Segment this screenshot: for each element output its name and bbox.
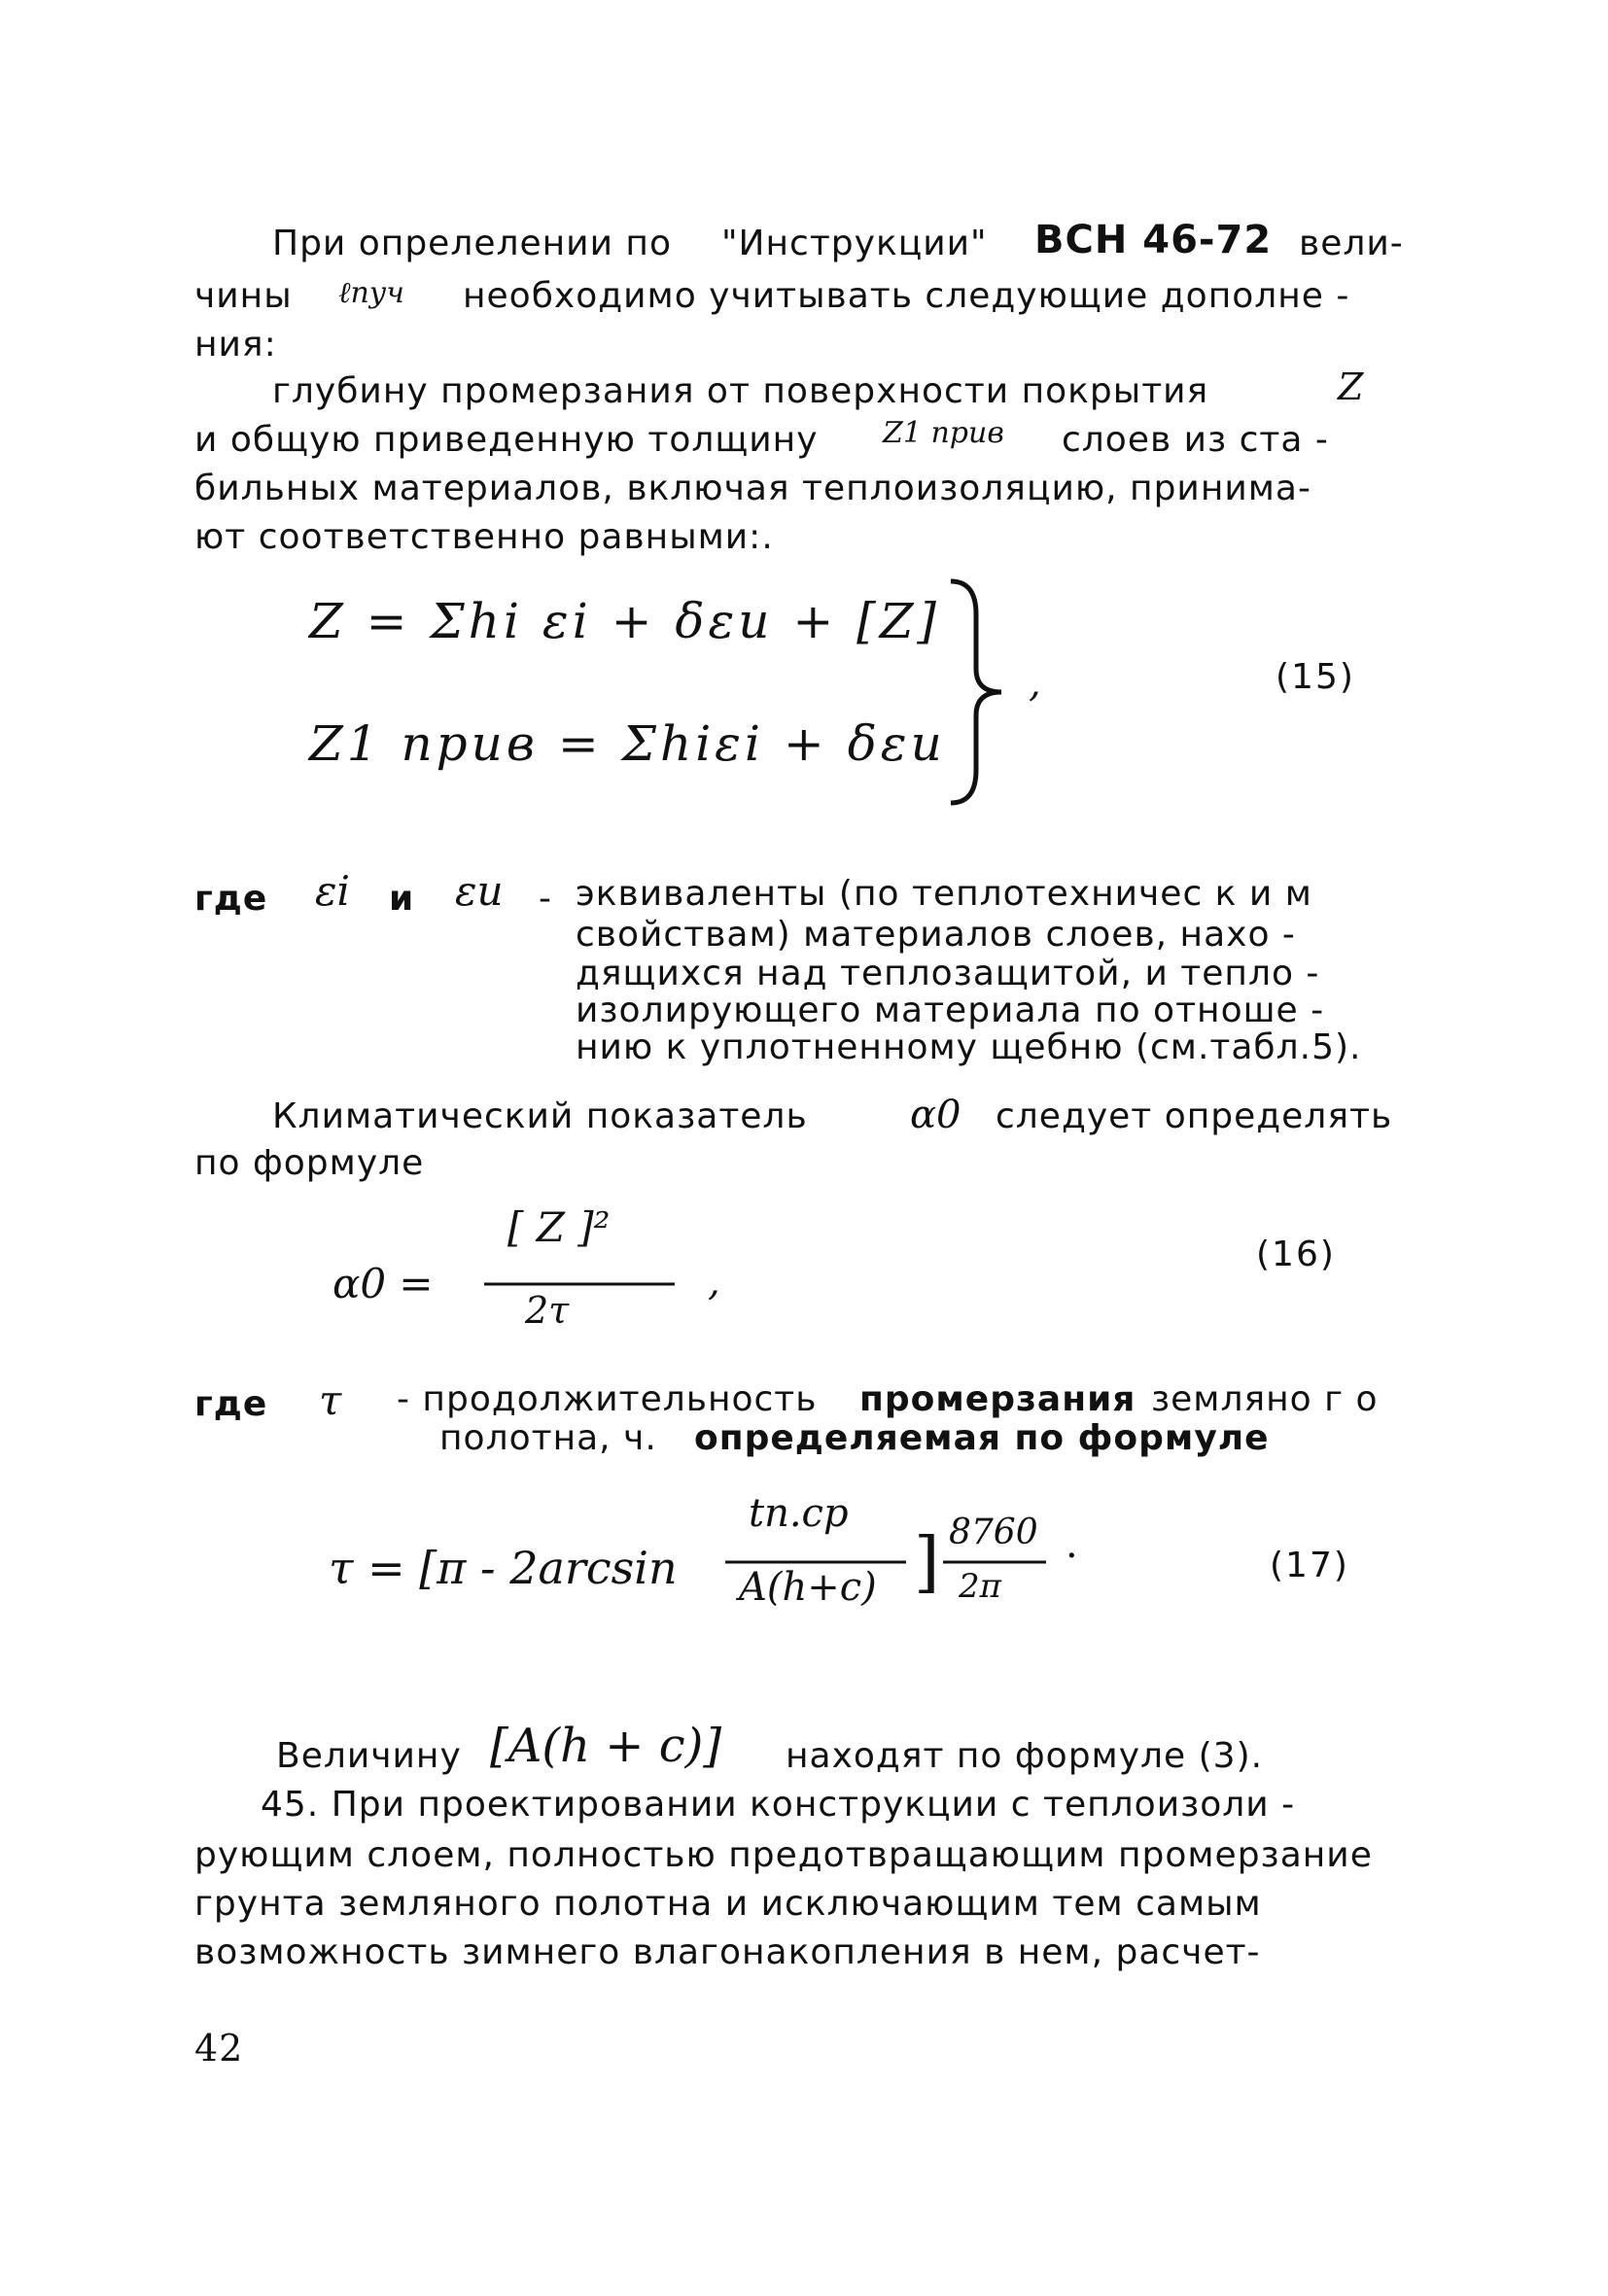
para3-line2: по формуле — [194, 1143, 425, 1183]
where1-line: нию к уплотненному щебню (см.табл.5). — [576, 1027, 1362, 1067]
formula17-fraction2-denominator: 2π — [959, 1567, 1001, 1606]
formula17-fraction1-denominator: A(h+c) — [739, 1565, 877, 1610]
para2-line2-symbol: Z1 прив — [883, 416, 1004, 450]
where1-symbol1: εi — [315, 867, 350, 915]
formula15-comma: , — [1029, 661, 1041, 706]
para3-line1-a: Климатический показатель — [272, 1096, 808, 1136]
formula17-fraction2-numerator: 8760 — [949, 1513, 1038, 1552]
where1-label: где — [194, 879, 268, 919]
para1-line2-a: чины — [194, 276, 293, 316]
para1-line2-symbol: ℓпуч — [338, 276, 404, 310]
where2-line1-a: - продолжительность — [397, 1379, 818, 1419]
para4-line1-symbol: [A(h + c)] — [490, 1719, 722, 1773]
formula16-denominator: 2τ — [525, 1289, 570, 1332]
para1-line2-b: необходимо учитывать следующие дополне - — [463, 276, 1350, 316]
where2-line2-b: определяемая по формуле — [694, 1418, 1270, 1458]
formula17-fraction1-numerator: tп.ср — [749, 1491, 849, 1536]
para4-line4: грунта земляного полотна и исключающим тем самым — [194, 1884, 1262, 1924]
formula16-numerator: [ Z ]² — [507, 1203, 611, 1251]
para4-line1-a: Величину — [276, 1736, 462, 1776]
formula15-row2: Z1 прив = Σhiεi + δεи — [309, 715, 946, 772]
where2-line2-a: полотна, ч. — [439, 1418, 657, 1458]
para1-line3: ния: — [194, 325, 277, 365]
para2-line3: бильных материалов, включая теплоизоляцию, принима- — [194, 469, 1311, 508]
para1-line1-a: При опрелелении по — [272, 224, 672, 263]
where1-conj: и — [389, 879, 415, 919]
where1-line: эквиваленты (по теплотехничес к и м — [576, 874, 1312, 914]
where2-label: где — [194, 1384, 268, 1424]
para1-line1-c: ВСН 46-72 — [1034, 218, 1273, 262]
para2-line1-symbol: Z — [1338, 365, 1364, 408]
formula15-brace — [943, 575, 1011, 809]
where1-line: дящихся над теплозащитой, и тепло - — [576, 954, 1320, 993]
where1-dash: - — [539, 879, 552, 919]
formula16-comma: , — [708, 1260, 720, 1305]
where1-symbol2: εи — [455, 867, 504, 915]
formula17-fraction2-bar — [943, 1559, 1050, 1565]
where1-line: свойствам) материалов слоев, нахо - — [576, 915, 1296, 955]
formula15-row1: Z = Σhi εi + δεи + [Z] — [309, 593, 940, 649]
para4-line5: возможность зимнего влагонакопления в нем, расчет- — [194, 1932, 1261, 1972]
para2-line4: ют соответственно равными:. — [194, 517, 774, 557]
para4-line1-b: находят по формуле (3). — [786, 1736, 1264, 1776]
para2-line2-b: слоев из ста - — [1062, 420, 1329, 460]
where2-symbol: τ — [319, 1376, 342, 1424]
para4-line2: 45. При проектировании конструкции с теплоизоли - — [261, 1785, 1296, 1825]
formula16-lhs: α0 = — [332, 1260, 434, 1307]
where2-line1-c: земляно г о — [1151, 1379, 1379, 1419]
para3-line1-b: следует определять — [996, 1096, 1393, 1136]
where1-line: изолирующего материала по отноше - — [576, 991, 1325, 1030]
formula17-number: (17) — [1270, 1546, 1349, 1585]
para2-line1-a: глубину промерзания от поверхности покрытия — [272, 371, 1209, 411]
formula16-fraction-bar — [484, 1281, 679, 1287]
para3-line1-symbol: α0 — [910, 1093, 961, 1137]
formula16-number: (16) — [1256, 1235, 1336, 1274]
para2-line2-a: и общую приведенную толщину — [194, 420, 819, 460]
para4-line3: рующим слоем, полностью предотвращающим промерзание — [194, 1835, 1373, 1875]
formula17-close-bracket: ] — [914, 1524, 940, 1601]
where2-line1-b: промерзания — [859, 1379, 1136, 1419]
page-number: 42 — [194, 2027, 244, 2070]
formula15-number: (15) — [1276, 657, 1355, 697]
para1-line1-b: "Инструкции" — [721, 224, 988, 263]
formula17-dot: · — [1066, 1534, 1078, 1579]
formula17-lhs: τ = [π - 2arcsin — [329, 1542, 678, 1594]
para1-line1-d: вели- — [1299, 224, 1404, 263]
